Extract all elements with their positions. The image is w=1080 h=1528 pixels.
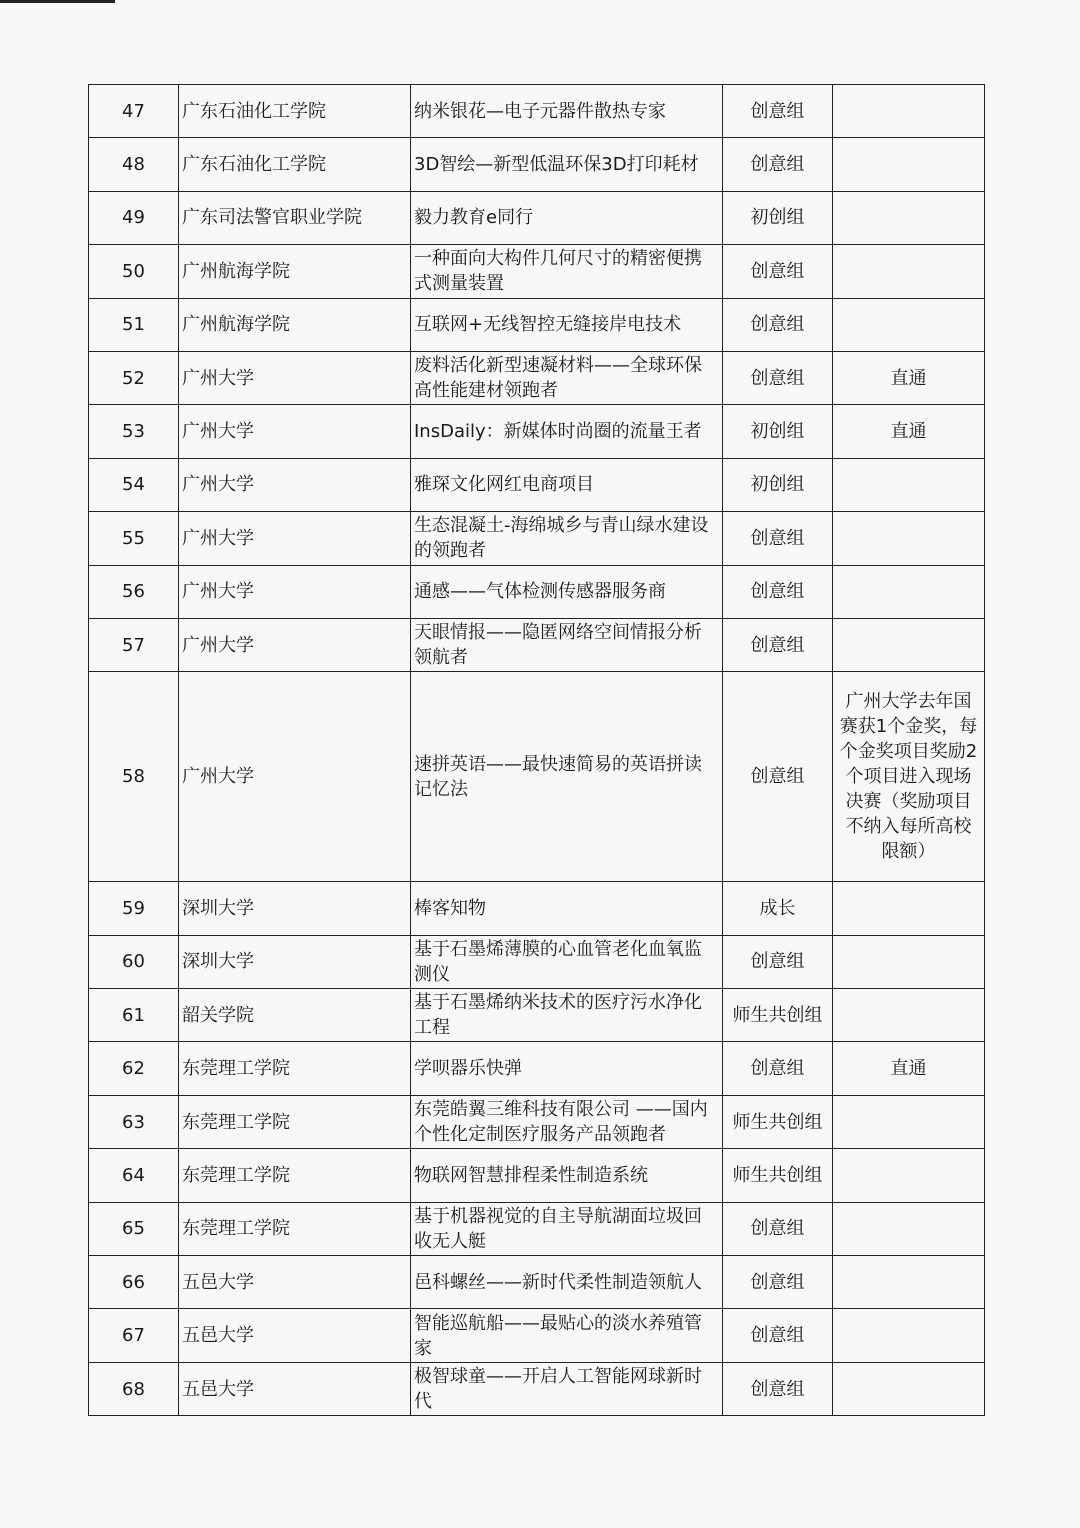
school-name: 广东石油化工学院: [179, 85, 411, 138]
project-name: 邑科螺丝——新时代柔性制造领航人: [411, 1256, 723, 1309]
row-number: 56: [89, 565, 179, 618]
remark: [833, 882, 985, 935]
group-category: 创意组: [723, 618, 833, 671]
school-name: 广东石油化工学院: [179, 138, 411, 191]
group-category: 创意组: [723, 85, 833, 138]
project-name: 基于机器视觉的自主导航湖面垃圾回收无人艇: [411, 1202, 723, 1255]
row-number: 63: [89, 1095, 179, 1148]
group-category: 师生共创组: [723, 1149, 833, 1202]
row-number: 54: [89, 458, 179, 511]
row-number: 66: [89, 1256, 179, 1309]
remark: [833, 138, 985, 191]
table-row: [89, 512, 985, 565]
row-number: 60: [89, 935, 179, 988]
row-number: 59: [89, 882, 179, 935]
table-row: [89, 1042, 985, 1095]
school-name: 广州大学: [179, 351, 411, 404]
project-name: 3D智绘—新型低温环保3D打印耗材: [411, 138, 723, 191]
group-category: 创意组: [723, 1202, 833, 1255]
row-number: 53: [89, 405, 179, 458]
school-name: 广东司法警官职业学院: [179, 191, 411, 244]
group-category: 创意组: [723, 935, 833, 988]
remark: [833, 1362, 985, 1415]
project-name: 生态混凝土-海绵城乡与青山绿水建设的领跑者: [411, 512, 723, 565]
row-number: 65: [89, 1202, 179, 1255]
project-name: 废料活化新型速凝材料——全球环保高性能建材领跑者: [411, 351, 723, 404]
table-row: [89, 245, 985, 298]
project-name: 互联网+无线智控无缝接岸电技术: [411, 298, 723, 351]
row-number: 68: [89, 1362, 179, 1415]
project-name: 一种面向大构件几何尺寸的精密便携式测量装置: [411, 245, 723, 298]
remark: [833, 85, 985, 138]
table-row: [89, 1309, 985, 1362]
table-row: [89, 1256, 985, 1309]
table-row: [89, 989, 985, 1042]
group-category: 创意组: [723, 1256, 833, 1309]
group-category: 创意组: [723, 1362, 833, 1415]
remark: [833, 191, 985, 244]
group-category: 初创组: [723, 458, 833, 511]
remark: [833, 458, 985, 511]
remark: [833, 1309, 985, 1362]
table-row: [89, 565, 985, 618]
row-number: 47: [89, 85, 179, 138]
table-row: [89, 298, 985, 351]
remark: 直通: [833, 405, 985, 458]
school-name: 五邑大学: [179, 1309, 411, 1362]
school-name: 五邑大学: [179, 1362, 411, 1415]
remark: [833, 1095, 985, 1148]
project-list-table: [88, 84, 985, 1416]
school-name: 深圳大学: [179, 935, 411, 988]
group-category: 初创组: [723, 405, 833, 458]
school-name: 广州大学: [179, 458, 411, 511]
project-name: 智能巡航船——最贴心的淡水养殖管家: [411, 1309, 723, 1362]
school-name: 广州大学: [179, 618, 411, 671]
table-row: [89, 1202, 985, 1255]
group-category: 创意组: [723, 351, 833, 404]
project-name: 雅琛文化网红电商项目: [411, 458, 723, 511]
project-name: 东莞皓翼三维科技有限公司 ——国内个性化定制医疗服务产品领跑者: [411, 1095, 723, 1148]
school-name: 深圳大学: [179, 882, 411, 935]
row-number: 51: [89, 298, 179, 351]
table-row: [89, 1149, 985, 1202]
row-number: 61: [89, 989, 179, 1042]
school-name: 广州大学: [179, 512, 411, 565]
remark: [833, 618, 985, 671]
row-number: 62: [89, 1042, 179, 1095]
school-name: 广州大学: [179, 565, 411, 618]
remark: [833, 1256, 985, 1309]
row-number: 58: [89, 672, 179, 882]
school-name: 韶关学院: [179, 989, 411, 1042]
row-number: 50: [89, 245, 179, 298]
group-category: 创意组: [723, 298, 833, 351]
project-name: 物联网智慧排程柔性制造系统: [411, 1149, 723, 1202]
group-category: 师生共创组: [723, 989, 833, 1042]
project-name: 基于石墨烯薄膜的心血管老化血氧监测仪: [411, 935, 723, 988]
group-category: 师生共创组: [723, 1095, 833, 1148]
school-name: 东莞理工学院: [179, 1202, 411, 1255]
project-name: InsDaily：新媒体时尚圈的流量王者: [411, 405, 723, 458]
project-name: 速拼英语——最快速简易的英语拼读记忆法: [411, 672, 723, 882]
project-name: 基于石墨烯纳米技术的医疗污水净化工程: [411, 989, 723, 1042]
table-row: [89, 1095, 985, 1148]
table-row: [89, 138, 985, 191]
project-name: 天眼情报——隐匿网络空间情报分析领航者: [411, 618, 723, 671]
remark: [833, 512, 985, 565]
group-category: 初创组: [723, 191, 833, 244]
project-name: 纳米银花—电子元器件散热专家: [411, 85, 723, 138]
remark: 直通: [833, 351, 985, 404]
group-category: 创意组: [723, 245, 833, 298]
remark: [833, 245, 985, 298]
table-row: [89, 1362, 985, 1415]
table-row: [89, 405, 985, 458]
row-number: 48: [89, 138, 179, 191]
table-row: [89, 191, 985, 244]
group-category: 创意组: [723, 512, 833, 565]
table-row: [89, 351, 985, 404]
remark: [833, 565, 985, 618]
project-name: 通感——气体检测传感器服务商: [411, 565, 723, 618]
table-body: [89, 85, 985, 1416]
project-name: 棒客知物: [411, 882, 723, 935]
table-row: [89, 85, 985, 138]
project-name: 学呗器乐快弹: [411, 1042, 723, 1095]
school-name: 东莞理工学院: [179, 1149, 411, 1202]
row-number: 49: [89, 191, 179, 244]
school-name: 广州大学: [179, 405, 411, 458]
row-number: 57: [89, 618, 179, 671]
row-number: 64: [89, 1149, 179, 1202]
remark: [833, 935, 985, 988]
group-category: 创意组: [723, 1309, 833, 1362]
table-row: [89, 618, 985, 671]
school-name: 广州航海学院: [179, 245, 411, 298]
school-name: 五邑大学: [179, 1256, 411, 1309]
school-name: 东莞理工学院: [179, 1095, 411, 1148]
group-category: 创意组: [723, 565, 833, 618]
remark: [833, 989, 985, 1042]
remark: [833, 1202, 985, 1255]
row-number: 55: [89, 512, 179, 565]
row-number: 67: [89, 1309, 179, 1362]
table-row: [89, 672, 985, 882]
group-category: 创意组: [723, 138, 833, 191]
school-name: 广州大学: [179, 672, 411, 882]
table-row: [89, 935, 985, 988]
table-row: [89, 458, 985, 511]
school-name: 广州航海学院: [179, 298, 411, 351]
school-name: 东莞理工学院: [179, 1042, 411, 1095]
project-name: 极智球童——开启人工智能网球新时代: [411, 1362, 723, 1415]
project-name: 毅力教育e同行: [411, 191, 723, 244]
group-category: 创意组: [723, 672, 833, 882]
group-category: 创意组: [723, 1042, 833, 1095]
page-top-mark: [0, 0, 115, 3]
group-category: 成长: [723, 882, 833, 935]
remark: [833, 1149, 985, 1202]
remark: 直通: [833, 1042, 985, 1095]
remark: [833, 298, 985, 351]
remark: 广州大学去年国赛获1个金奖，每个金奖项目奖励2个项目进入现场决赛（奖励项目不纳入每所高校限额）: [833, 672, 985, 882]
table-row: [89, 882, 985, 935]
row-number: 52: [89, 351, 179, 404]
